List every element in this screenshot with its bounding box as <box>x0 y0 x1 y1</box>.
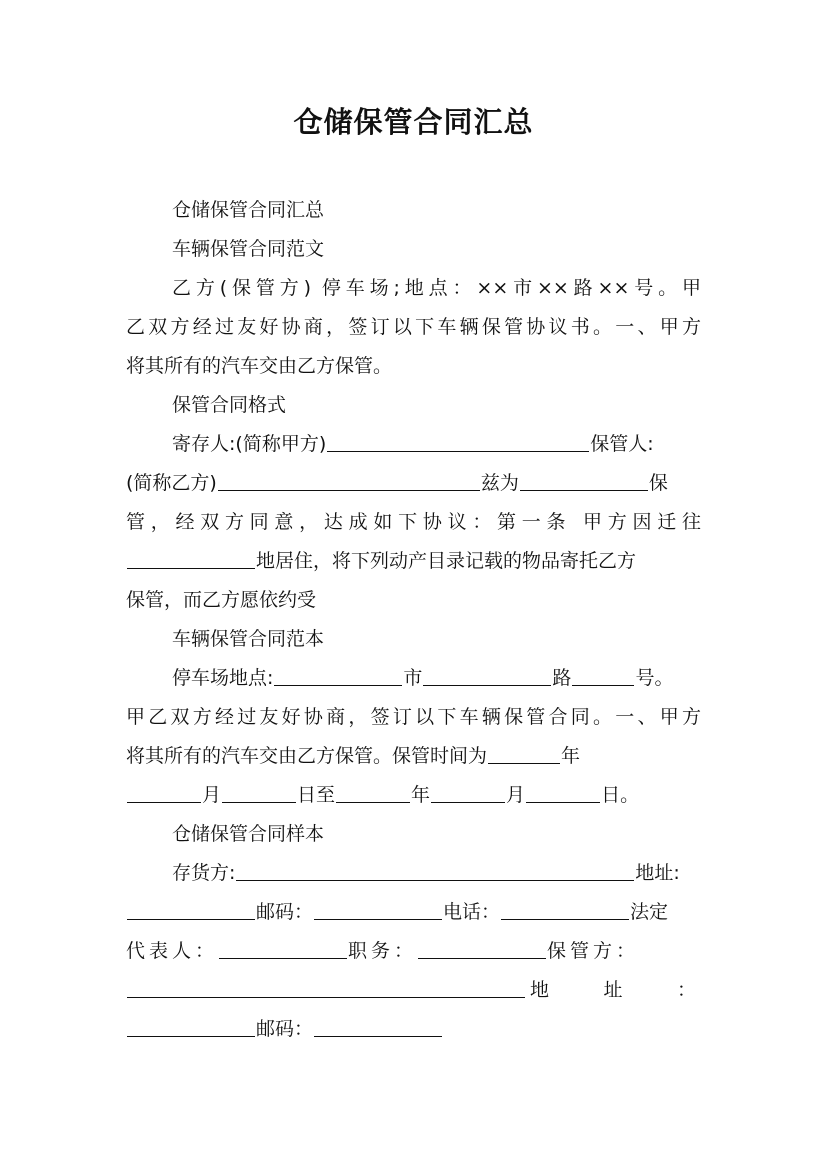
paragraph-line <box>126 425 701 464</box>
line-text: 车辆保管合同范本 <box>172 628 325 650</box>
paragraph-line <box>126 815 701 854</box>
line-text: 甲乙双方经过友好协商，签订以下车辆保管合同。一、甲方 <box>126 706 701 728</box>
fill-in-blank <box>431 801 505 803</box>
fill-in-blank <box>314 1035 442 1037</box>
line-text: 代表人： <box>126 940 219 962</box>
fill-in-blank <box>526 801 600 803</box>
line-text: 日至 <box>297 784 336 806</box>
fill-in-blank <box>274 684 402 686</box>
fill-in-blank <box>327 450 589 452</box>
line-text: 月 <box>202 784 222 806</box>
line-text: 保 <box>648 472 668 494</box>
line-text: 年 <box>411 784 431 806</box>
fill-in-blank <box>501 918 629 920</box>
paragraph-line <box>126 269 701 308</box>
line-text: 地 <box>530 979 574 1001</box>
line-text: 管，经双方同意，达成如下协议：第一条 甲方因迁往 <box>126 511 701 533</box>
line-text: 将其所有的汽车交由乙方保管。保管时间为 <box>126 745 488 767</box>
paragraph-line <box>126 1010 701 1049</box>
paragraph-line <box>126 737 701 776</box>
paragraph-line <box>126 854 701 893</box>
fill-in-blank <box>127 1035 255 1037</box>
line-text: 日。 <box>601 784 640 806</box>
fill-in-blank <box>127 567 255 569</box>
fill-in-blank <box>314 918 442 920</box>
line-text: 兹为 <box>480 472 519 494</box>
paragraph-line <box>126 659 701 698</box>
line-text: 路 <box>552 667 572 689</box>
line-text: 保管，而乙方愿依约受 <box>126 589 317 611</box>
paragraph-line <box>126 932 701 971</box>
fill-in-blank <box>418 957 546 959</box>
document-body <box>126 191 701 1049</box>
fill-in-blank <box>218 489 480 491</box>
line-text: 号。 <box>635 667 674 689</box>
line-text: 年 <box>561 745 581 767</box>
fill-in-blank <box>488 762 560 764</box>
line-text: 寄存人:(简称甲方) <box>172 433 327 455</box>
paragraph-line <box>126 308 701 347</box>
fill-in-blank <box>127 801 201 803</box>
line-text: 乙方(保管方) 停车场;地点：××市××路××号。甲 <box>172 277 701 299</box>
line-text: 保管合同格式 <box>172 394 287 416</box>
fill-in-blank <box>127 996 525 998</box>
paragraph-line <box>126 503 701 542</box>
paragraph-line <box>126 386 701 425</box>
line-text: 地址: <box>635 862 680 884</box>
fill-in-blank <box>572 684 634 686</box>
fill-in-blank <box>222 801 296 803</box>
paragraph-line <box>126 620 701 659</box>
line-text: 保管方： <box>547 940 640 962</box>
paragraph-line <box>126 464 701 503</box>
line-text: 乙双方经过友好协商，签订以下车辆保管协议书。一、甲方 <box>126 316 701 338</box>
line-text: (简称乙方) <box>126 472 217 494</box>
paragraph-line <box>126 230 701 269</box>
line-text: 存货方: <box>172 862 236 884</box>
line-text: 邮码： <box>256 901 314 923</box>
line-text: 仓储保管合同样本 <box>172 823 325 845</box>
paragraph-line <box>126 698 701 737</box>
fill-in-blank <box>336 801 410 803</box>
line-text: 车辆保管合同范文 <box>172 238 325 260</box>
line-text: 停车场地点: <box>172 667 274 689</box>
paragraph-line <box>126 971 701 1010</box>
fill-in-blank <box>423 684 551 686</box>
paragraph-line <box>126 347 701 386</box>
document-title: 仓储保管合同汇总 <box>293 105 534 139</box>
fill-in-blank <box>236 879 634 881</box>
fill-in-blank <box>127 918 255 920</box>
address-label-group <box>526 971 696 1010</box>
line-text: 址 <box>603 979 647 1001</box>
line-text: 电话： <box>443 901 501 923</box>
paragraph-line <box>126 191 701 230</box>
line-text: 邮码： <box>256 1018 314 1040</box>
line-text: 保管人: <box>590 433 654 455</box>
line-text: 法定 <box>630 901 669 923</box>
paragraph-line <box>126 776 701 815</box>
line-text: 市 <box>403 667 423 689</box>
line-text: 职务： <box>348 940 418 962</box>
line-text: 地居住，将下列动产目录记载的物品寄托乙方 <box>256 550 637 572</box>
line-text: 仓储保管合同汇总 <box>172 199 325 221</box>
paragraph-line <box>126 542 701 581</box>
paragraph-line <box>126 893 701 932</box>
paragraph-line <box>126 581 701 620</box>
line-text: 月 <box>506 784 526 806</box>
fill-in-blank <box>520 489 648 491</box>
line-text: ： <box>676 979 696 1001</box>
line-text: 将其所有的汽车交由乙方保管。 <box>126 355 393 377</box>
fill-in-blank <box>219 957 347 959</box>
